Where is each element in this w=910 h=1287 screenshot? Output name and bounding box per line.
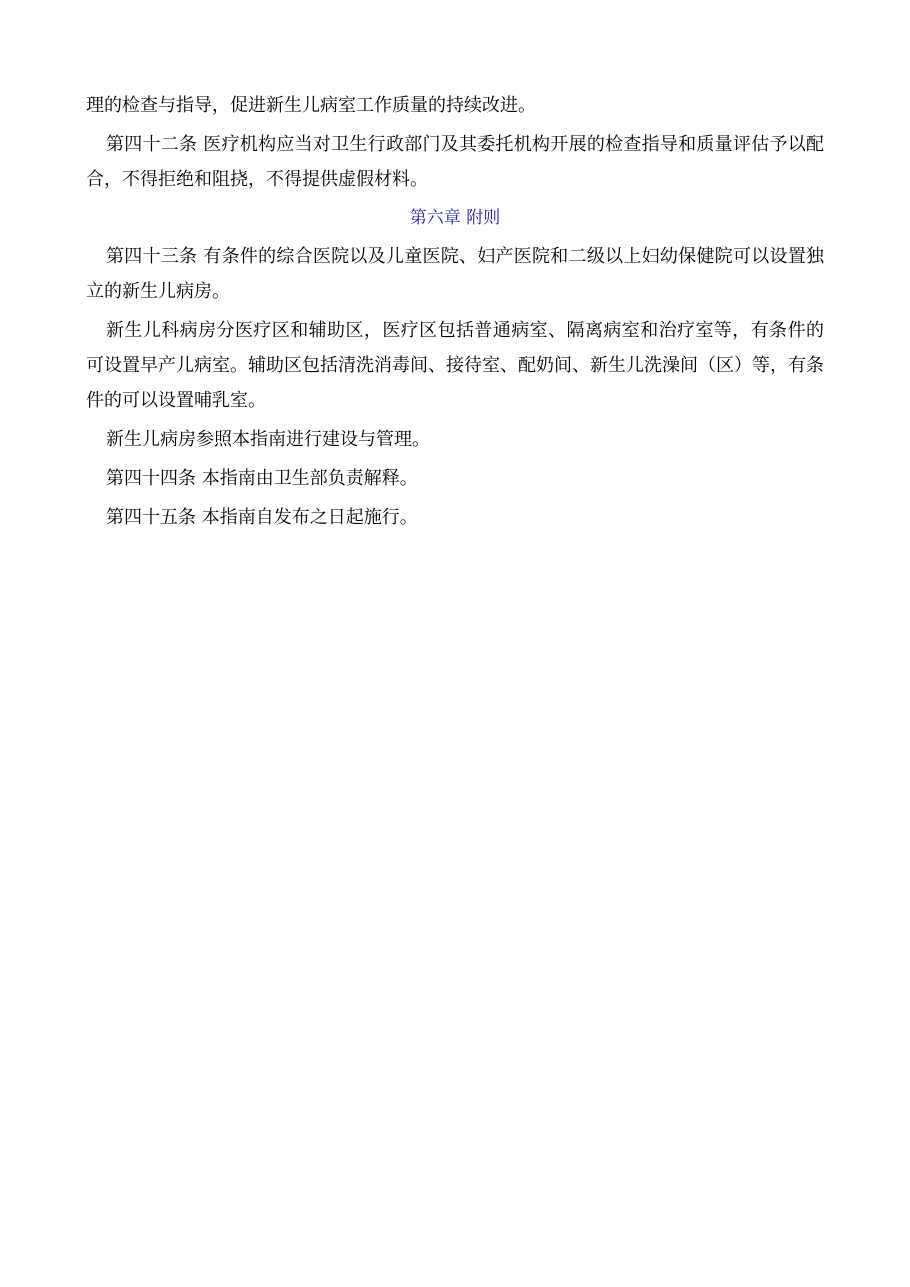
paragraph-article-42: 第四十二条 医疗机构应当对卫生行政部门及其委托机构开展的检查指导和质量评估予以配合，不得拒绝和阻挠，不得提供虚假材料。: [86, 134, 824, 190]
paragraph-article-45: 第四十五条 本指南自发布之日起施行。: [106, 507, 418, 528]
chapter-title: 第六章 附则: [409, 208, 501, 228]
paragraph-ward-areas: 新生儿科病房分医疗区和辅助区，医疗区包括普通病室、隔离病室和治疗室等，有条件的可设置早产儿病室。辅助区包括清洗消毒间、接待室、配奶间、新生儿洗澡间（区）等，有条件的可以设置哺乳室。: [86, 320, 824, 411]
paragraph-continuation: 理的检查与指导，促进新生儿病室工作质量的持续改进。: [86, 95, 536, 116]
paragraph-ward-reference: 新生儿病房参照本指南进行建设与管理。: [106, 429, 430, 450]
paragraph-article-44: 第四十四条 本指南由卫生部负责解释。: [106, 468, 418, 489]
paragraph-article-43: 第四十三条 有条件的综合医院以及儿童医院、妇产医院和二级以上妇幼保健院可以设置独立的新生儿病房。: [86, 246, 824, 302]
